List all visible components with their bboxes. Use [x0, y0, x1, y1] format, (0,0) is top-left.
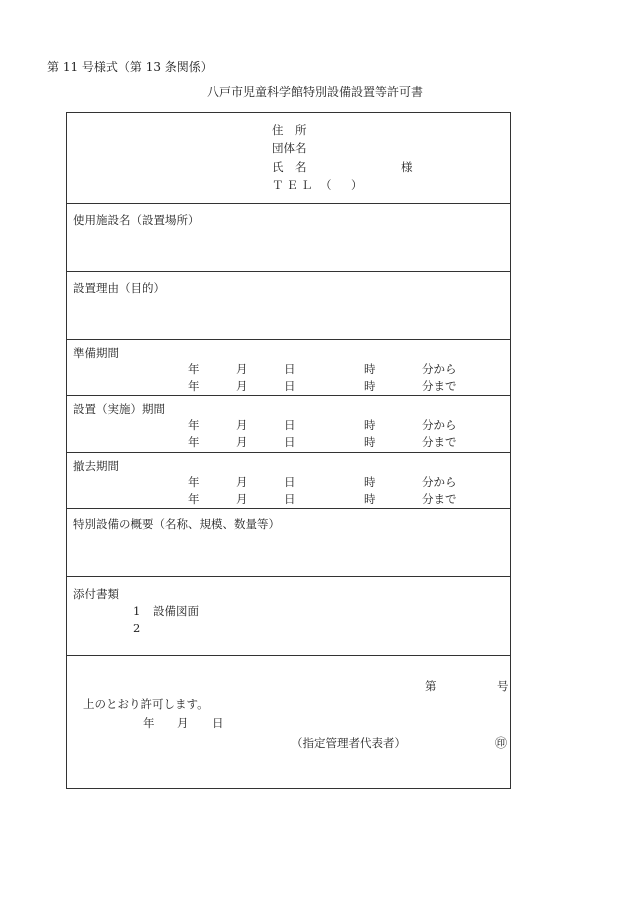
period-label: 準備期間: [73, 346, 119, 360]
hour-unit: 時: [364, 362, 376, 376]
day-unit: 日: [284, 362, 296, 376]
until-unit: 分まで: [422, 379, 457, 393]
period-label: 設置（実施）期間: [73, 402, 165, 416]
name-label: 氏 名: [272, 160, 307, 174]
permit-no-prefix: 第: [425, 679, 437, 693]
period-label: 撤去期間: [73, 459, 119, 473]
period-preparation: [67, 339, 510, 396]
month-unit: 月: [236, 379, 248, 393]
hour-unit: 時: [364, 492, 376, 506]
year-unit: 年: [188, 435, 200, 449]
attachments-section: [67, 576, 510, 656]
hour-unit: 時: [364, 379, 376, 393]
day-unit: 日: [284, 435, 296, 449]
hour-unit: 時: [364, 435, 376, 449]
seal-mark: ㊞: [495, 736, 508, 750]
until-unit: 分まで: [422, 435, 457, 449]
date-month-unit: 月: [177, 716, 189, 730]
tel-label: ＴＥＬ: [272, 178, 316, 192]
from-unit: 分から: [422, 475, 457, 489]
overview-section: [67, 508, 510, 577]
approval-section: [67, 655, 510, 788]
organization-label: 団体名: [272, 141, 307, 155]
attachments-label: 添付書類: [73, 587, 119, 601]
reason-section: [67, 271, 510, 340]
approval-statement: 上のとおり許可します。: [83, 697, 209, 711]
tel-paren-open: （: [320, 178, 332, 192]
tel-paren-close: ）: [351, 178, 363, 192]
honorific: 様: [401, 160, 413, 174]
month-unit: 月: [236, 435, 248, 449]
applicant-section: [67, 113, 510, 203]
attachment-item: 設備図面: [153, 604, 199, 618]
facility-label: 使用施設名（設置場所）: [73, 213, 200, 227]
year-unit: 年: [188, 362, 200, 376]
attachment-num: 2: [133, 621, 141, 635]
hour-unit: 時: [364, 475, 376, 489]
day-unit: 日: [284, 475, 296, 489]
year-unit: 年: [188, 418, 200, 432]
hour-unit: 時: [364, 418, 376, 432]
period-removal: [67, 452, 510, 509]
until-unit: 分まで: [422, 492, 457, 506]
year-unit: 年: [188, 379, 200, 393]
day-unit: 日: [284, 418, 296, 432]
document-title: 八戸市児童科学館特別設備設置等許可書: [206, 85, 423, 99]
from-unit: 分から: [422, 362, 457, 376]
month-unit: 月: [236, 475, 248, 489]
period-installation: [67, 395, 510, 453]
overview-label: 特別設備の概要（名称、規模、数量等）: [73, 517, 280, 531]
day-unit: 日: [284, 379, 296, 393]
day-unit: 日: [284, 492, 296, 506]
month-unit: 月: [236, 418, 248, 432]
facility-section: [67, 203, 510, 272]
address-label: 住 所: [272, 123, 307, 137]
year-unit: 年: [188, 492, 200, 506]
form-table: [66, 112, 511, 789]
reason-label: 設置理由（目的）: [73, 281, 165, 295]
year-unit: 年: [188, 475, 200, 489]
form-number: 第 11 号様式（第 13 条関係）: [47, 60, 213, 74]
date-year-unit: 年: [143, 716, 155, 730]
permit-no-suffix: 号: [497, 679, 509, 693]
authority-label: （指定管理者代表者）: [291, 736, 406, 750]
date-day-unit: 日: [212, 716, 224, 730]
month-unit: 月: [236, 362, 248, 376]
from-unit: 分から: [422, 418, 457, 432]
month-unit: 月: [236, 492, 248, 506]
attachment-num: 1: [133, 604, 141, 618]
